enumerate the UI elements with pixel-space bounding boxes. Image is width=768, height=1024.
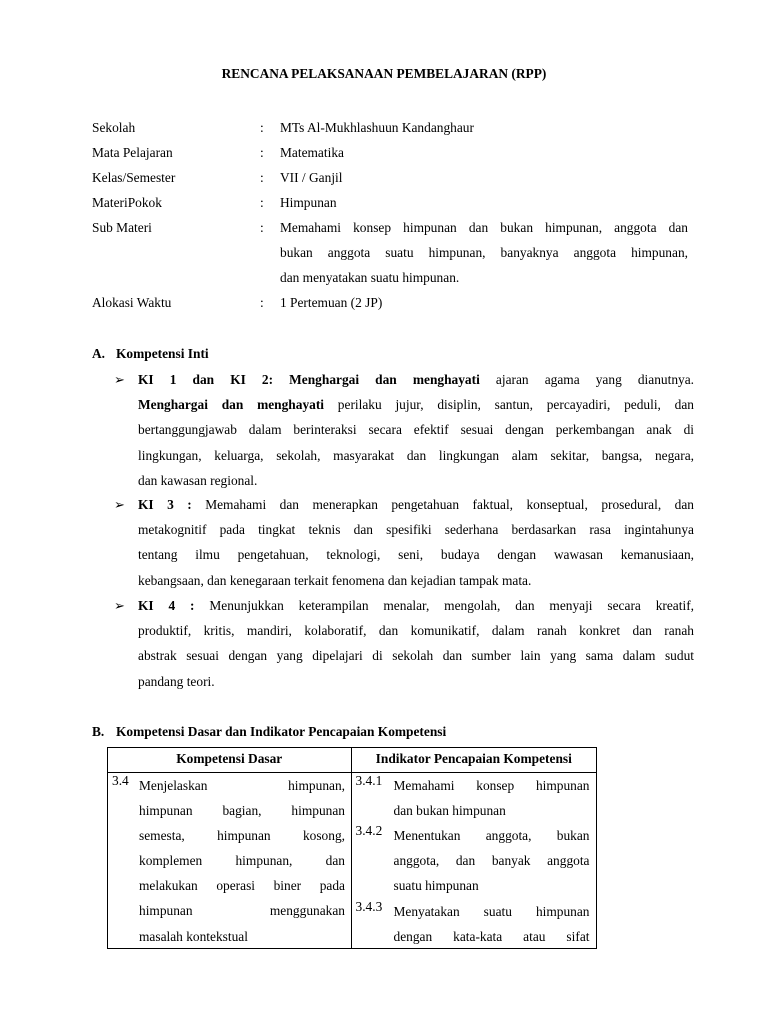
section-number: A. bbox=[92, 346, 106, 361]
identity-label: Kelas/Semester bbox=[92, 170, 176, 185]
identity-value-line: Memahami konsep himpunan dan bukan himpunan, anggota dan bbox=[280, 220, 688, 235]
kd-line: melakukan operasi biner pada bbox=[139, 878, 345, 894]
ki-bold: Menghargai dan menghayati bbox=[138, 397, 325, 413]
identity-row-subtopic bbox=[92, 220, 692, 292]
ki-3-item bbox=[114, 497, 694, 597]
identity-colon: : bbox=[260, 295, 264, 310]
ipk-line: Memahami konsep himpunan bbox=[393, 778, 590, 793]
table-header-kd: Kompetensi Dasar bbox=[108, 748, 352, 773]
identity-row-subject bbox=[92, 145, 692, 167]
ipk-line: dengan kata-kata atau sifat bbox=[393, 928, 590, 944]
ki-line: abstrak sesuai dengan yang dipelajari di sekolah dan sumber lain yang sama dalam sudut bbox=[138, 648, 694, 664]
identity-label: Sekolah bbox=[92, 120, 136, 135]
table-header-ipk: Indikator Pencapaian Kompetensi bbox=[351, 748, 597, 773]
arrow-bullet-icon: ➢ bbox=[114, 372, 125, 387]
identity-label: MateriPokok bbox=[92, 195, 162, 210]
ki-4-item bbox=[114, 598, 694, 698]
identity-label: Alokasi Waktu bbox=[92, 295, 172, 310]
ipk-number: 3.4.1 bbox=[355, 773, 383, 788]
identity-value: Himpunan bbox=[280, 195, 337, 210]
section-title: Kompetensi Inti bbox=[116, 346, 209, 361]
identity-value-line: bukan anggota suatu himpunan, banyaknya anggota himpunan, bbox=[280, 245, 688, 260]
kd-line: Menjelaskan himpunan, bbox=[139, 778, 345, 793]
identity-row-topic bbox=[92, 195, 692, 217]
ipk-line: Menyatakan suatu himpunan bbox=[393, 903, 590, 919]
identity-colon: : bbox=[260, 145, 264, 160]
section-number: B. bbox=[92, 724, 105, 739]
table-header-row bbox=[108, 748, 597, 773]
ipk-number: 3.4.3 bbox=[355, 898, 383, 914]
arrow-bullet-icon: ➢ bbox=[114, 598, 125, 613]
kd-line: masalah kontekstual bbox=[139, 928, 248, 944]
kd-line: komplemen himpunan, dan bbox=[139, 853, 345, 869]
identity-row-class bbox=[92, 170, 692, 192]
table-row bbox=[108, 773, 597, 949]
ki-line: bertanggungjawab dalam berinteraksi secara efektif sesuai dengan perkembangan anak di bbox=[138, 422, 694, 438]
ki-text: Memahami dan menerapkan pengetahuan faktual, konseptual, prosedural, dan bbox=[191, 497, 694, 512]
section-a-heading bbox=[92, 346, 209, 362]
kd-line: semesta, himpunan kosong, bbox=[139, 828, 345, 844]
competency-table bbox=[107, 747, 597, 949]
ipk-number: 3.4.2 bbox=[355, 823, 383, 839]
ki-1-2-item bbox=[114, 372, 694, 492]
identity-colon: : bbox=[260, 120, 264, 135]
identity-label: Sub Materi bbox=[92, 220, 152, 235]
kd-cell bbox=[108, 773, 352, 949]
identity-colon: : bbox=[260, 170, 264, 185]
ipk-line: Menentukan anggota, bukan bbox=[393, 828, 590, 844]
identity-row-school bbox=[92, 120, 692, 142]
identity-value: Matematika bbox=[280, 145, 344, 160]
ipk-line: dan bukan himpunan bbox=[393, 803, 506, 819]
ki-line: produktif, kritis, mandiri, kolaboratif, dan komunikatif, dalam ranah konkret dan ranah bbox=[138, 623, 694, 639]
ki-line: tentang ilmu pengetahuan, teknologi, seni, budaya dengan wawasan kemanusiaan, bbox=[138, 547, 694, 563]
ki-line: pandang teori. bbox=[138, 673, 215, 689]
ki-text: perilaku jujur, disiplin, santun, percayadiri, peduli, dan bbox=[324, 397, 694, 413]
identity-value: MTs Al-Mukhlashuun Kandanghaur bbox=[280, 120, 474, 135]
ki-line: dan kawasan regional. bbox=[138, 472, 258, 488]
ki-bold: KI 3 : bbox=[138, 497, 192, 512]
identity-value: 1 Pertemuan (2 JP) bbox=[280, 295, 383, 310]
kd-number: 3.4 bbox=[112, 773, 129, 788]
section-title: Kompetensi Dasar dan Indikator Pencapaian Kompetensi bbox=[116, 724, 447, 739]
ki-line: lingkungan, keluarga, sekolah, masyarakat dan lingkungan alam sekitar, bangsa, negara, bbox=[138, 447, 694, 463]
ki-line: metakognitif pada tingkat teknis dan spesifiki sederhana berdasarkan rasa ingintahunya bbox=[138, 522, 694, 538]
ki-text: Menunjukkan keterampilan menalar, mengolah, dan menyaji secara kreatif, bbox=[194, 598, 694, 613]
ki-line: kebangsaan, dan kenegaraan terkait fenomena dan kejadian tampak mata. bbox=[138, 572, 532, 588]
identity-row-time bbox=[92, 295, 692, 317]
ki-bold: KI 4 : bbox=[138, 598, 195, 613]
document-title: RENCANA PELAKSANAAN PEMBELAJARAN (RPP) bbox=[221, 66, 547, 81]
kd-line: himpunan menggunakan bbox=[139, 903, 345, 919]
ipk-line: suatu himpunan bbox=[393, 878, 479, 894]
identity-value: VII / Ganjil bbox=[280, 170, 343, 185]
ki-bold: KI 1 dan KI 2: Menghargai dan menghayati bbox=[138, 372, 480, 387]
section-b-heading bbox=[92, 724, 446, 740]
ipk-cell bbox=[351, 773, 597, 949]
identity-value-line: dan menyatakan suatu himpunan. bbox=[280, 270, 460, 285]
identity-colon: : bbox=[260, 220, 264, 235]
kd-line: himpunan bagian, himpunan bbox=[139, 803, 345, 819]
arrow-bullet-icon: ➢ bbox=[114, 497, 125, 512]
identity-label: Mata Pelajaran bbox=[92, 145, 173, 160]
ki-text: ajaran agama yang dianutnya. bbox=[479, 372, 695, 387]
ipk-line: anggota, dan banyak anggota bbox=[393, 853, 590, 869]
identity-colon: : bbox=[260, 195, 264, 210]
